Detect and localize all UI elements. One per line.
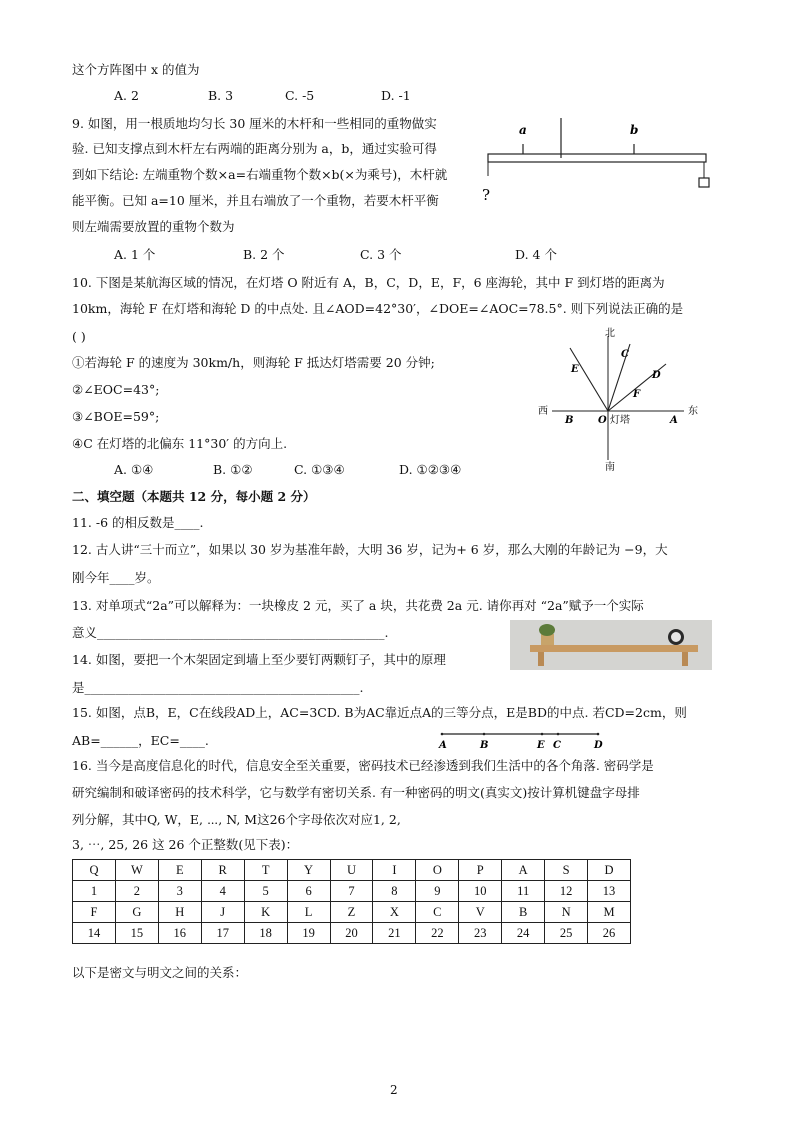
table-cell: B [502, 902, 545, 923]
q16-line-3: 列分解，其中Q, W，E, ⋯, N, M这26个字母依次对应1, 2, [72, 812, 401, 827]
q16-cipher-table [72, 859, 631, 944]
table-row [73, 923, 631, 944]
q10-point-c: C [621, 349, 629, 360]
plant-leaves [539, 624, 555, 636]
q8-tail-text: 这个方阵图中 x 的值为 [72, 62, 200, 77]
q10-south-label: 南 [605, 462, 615, 472]
table-cell: 8 [373, 881, 416, 902]
table-cell: 12 [545, 881, 588, 902]
q14-line-2: 是____________________________________________. [72, 680, 364, 695]
q9-stick [488, 154, 706, 162]
table-cell: D [588, 860, 631, 881]
table-cell: E [158, 860, 201, 881]
table-cell: 22 [416, 923, 459, 944]
table-cell: 19 [287, 923, 330, 944]
q9-label-a: a [519, 123, 527, 137]
table-cell: 23 [459, 923, 502, 944]
q10-point-o: O [598, 415, 607, 426]
q9-option-d: D. 4 个 [515, 247, 557, 262]
table-cell: A [502, 860, 545, 881]
q15-line-1: 15. 如图，点B，E，C在线段AD上，AC=3CD. B为AC靠近点A的三等分点，E是BD的中点. 若CD=2cm，则 [72, 705, 687, 720]
q10-point-d: D [652, 370, 661, 381]
q9-label-b: b [630, 123, 639, 137]
q10-west-label: 西 [538, 406, 548, 417]
q10-line-3: ( ) [72, 329, 86, 344]
table-cell: F [73, 902, 116, 923]
q12-line-2: 刚今年____岁。 [72, 570, 160, 585]
table-cell: 21 [373, 923, 416, 944]
q10-statement-1: ①若海轮 F 的速度为 30km/h，则海轮 F 抵达灯塔需要 20 分钟; [72, 355, 435, 370]
table-cell: U [330, 860, 373, 881]
q9-line-4: 能平衡。已知 a=10 厘米，并且右端放了一个重物，若要木杆平衡 [72, 193, 439, 208]
table-cell: 2 [115, 881, 158, 902]
table-cell: P [459, 860, 502, 881]
q11-text: 11. -6 的相反数是____. [72, 515, 204, 530]
q10-point-a: A [670, 415, 678, 426]
table-cell: X [373, 902, 416, 923]
q9-lever-figure [478, 116, 718, 208]
q10-option-a: A. ①④ [114, 462, 154, 477]
q14-shelf-photo [510, 620, 712, 670]
q9-question-mark: ? [482, 186, 491, 204]
table-cell: 26 [588, 923, 631, 944]
q10-point-e: E [571, 364, 579, 375]
table-cell: 1 [73, 881, 116, 902]
q9-weight-box [699, 178, 709, 187]
q10-ray-e [570, 348, 608, 411]
table-cell: R [201, 860, 244, 881]
table-cell: J [201, 902, 244, 923]
table-cell: 17 [201, 923, 244, 944]
q15-point-a: A [439, 740, 447, 751]
table-cell: G [115, 902, 158, 923]
table-cell: H [158, 902, 201, 923]
q16-line-1: 16. 当今是高度信息化的时代，信息安全至关重要，密码技术已经渗透到我们生活中的各个角落. 密码学是 [72, 758, 654, 773]
shelf-board [530, 645, 698, 652]
q8-option-b: B. 3 [208, 88, 234, 103]
table-cell: T [244, 860, 287, 881]
q9-line-5: 则左端需要放置的重物个数为 [72, 219, 235, 234]
table-cell: 10 [459, 881, 502, 902]
q10-line-1: 10. 下图是某航海区域的情况，在灯塔 O 附近有 A，B，C，D，E，F，6 座海轮，其中 F 到灯塔的距离为 [72, 275, 665, 290]
table-cell: 25 [545, 923, 588, 944]
q8-option-a: A. 2 [114, 88, 139, 103]
table-cell: Q [73, 860, 116, 881]
table-cell: K [244, 902, 287, 923]
q10-line-2: 10km，海轮 F 在灯塔和海轮 D 的中点处. 且∠AOD=42°30′，∠DOE=∠AOC=78.5°. 则下列说法正确的是 [72, 301, 684, 316]
table-cell: 18 [244, 923, 287, 944]
q10-north-label: 北 [605, 328, 615, 339]
table-cell: M [588, 902, 631, 923]
q9-option-b: B. 2 个 [243, 247, 285, 262]
q9-line-2: 验. 已知支撑点到木杆左右两端的距离分别为 a，b，通过实验可得 [72, 141, 437, 156]
q9-line-1: 9. 如图，用一根质地均匀长 30 厘米的木杆和一些相同的重物做实 [72, 116, 437, 131]
q16-after-text: 以下是密文与明文之间的关系： [72, 965, 248, 980]
table-cell: 13 [588, 881, 631, 902]
table-cell: L [287, 902, 330, 923]
table-row [73, 881, 631, 902]
table-cell: 14 [73, 923, 116, 944]
table-cell: 15 [115, 923, 158, 944]
q10-east-label: 东 [688, 406, 698, 417]
q10-point-b: B [565, 415, 574, 426]
table-cell: C [416, 902, 459, 923]
table-cell: 5 [244, 881, 287, 902]
q10-statement-3: ③∠BOE=59°; [72, 409, 160, 424]
q16-line-4: 3, ⋯, 25, 26 这 26 个正整数(见下表)： [72, 837, 299, 852]
table-cell: I [373, 860, 416, 881]
q8-option-c: C. -5 [285, 88, 315, 103]
q15-point-d: D [594, 740, 603, 751]
table-cell: 3 [158, 881, 201, 902]
q9-line-3: 到如下结论: 左端重物个数×a=右端重物个数×b(×为乘号)，木杆就 [72, 167, 448, 182]
table-row [73, 860, 631, 881]
q10-option-b: B. ①② [213, 462, 253, 477]
q8-option-d: D. -1 [381, 88, 411, 103]
table-cell: 4 [201, 881, 244, 902]
table-cell: 9 [416, 881, 459, 902]
q10-compass-figure [538, 326, 700, 472]
table-cell: O [416, 860, 459, 881]
table-cell: W [115, 860, 158, 881]
page-number: 2 [390, 1083, 398, 1097]
table-cell: N [545, 902, 588, 923]
q10-tower-label: 灯塔 [610, 415, 630, 426]
table-cell: 7 [330, 881, 373, 902]
table-cell: 16 [158, 923, 201, 944]
table-row [73, 902, 631, 923]
q10-statement-4: ④C 在灯塔的北偏东 11°30′ 的方向上. [72, 436, 288, 451]
table-cell: 24 [502, 923, 545, 944]
q15-point-b: B [480, 740, 489, 751]
q15-point-e: E [537, 740, 545, 751]
q9-option-c: C. 3 个 [360, 247, 402, 262]
table-cell: 6 [287, 881, 330, 902]
q9-option-a: A. 1 个 [114, 247, 156, 262]
q15-line-2: AB=______，EC=____. [72, 733, 209, 748]
table-cell: 20 [330, 923, 373, 944]
q16-line-2: 研究编制和破译密码的技术科学，它与数学有密切关系. 有一种密码的明文(真实文)按计算机键盘字母排 [72, 785, 640, 800]
q10-option-c: C. ①③④ [294, 462, 345, 477]
section-2-title: 二、填空题（本题共 12 分，每小题 2 分） [72, 489, 316, 504]
q13-line-1: 13. 对单项式“2a”可以解释为：一块橡皮 2 元，买了 a 块，共花费 2a 元. 请你再对 “2a”赋予一个实际 [72, 598, 644, 613]
q15-segment-figure [436, 727, 608, 751]
q13-line-2: 意义______________________________________________. [72, 625, 389, 640]
q10-option-d: D. ①②③④ [399, 462, 462, 477]
q14-line-1: 14. 如图，要把一个木架固定到墙上至少要钉两颗钉子，其中的原理 [72, 652, 446, 667]
table-cell: S [545, 860, 588, 881]
table-cell: Z [330, 902, 373, 923]
table-cell: V [459, 902, 502, 923]
q10-point-f: F [633, 389, 641, 400]
table-cell: Y [287, 860, 330, 881]
q15-point-c: C [553, 740, 561, 751]
table-cell: 11 [502, 881, 545, 902]
q10-statement-2: ②∠EOC=43°; [72, 382, 160, 397]
q12-line-1: 12. 古人讲“三十而立”，如果以 30 岁为基准年龄，大明 36 岁，记为+ 6 岁，那么大刚的年龄记为 −9，大 [72, 542, 668, 557]
